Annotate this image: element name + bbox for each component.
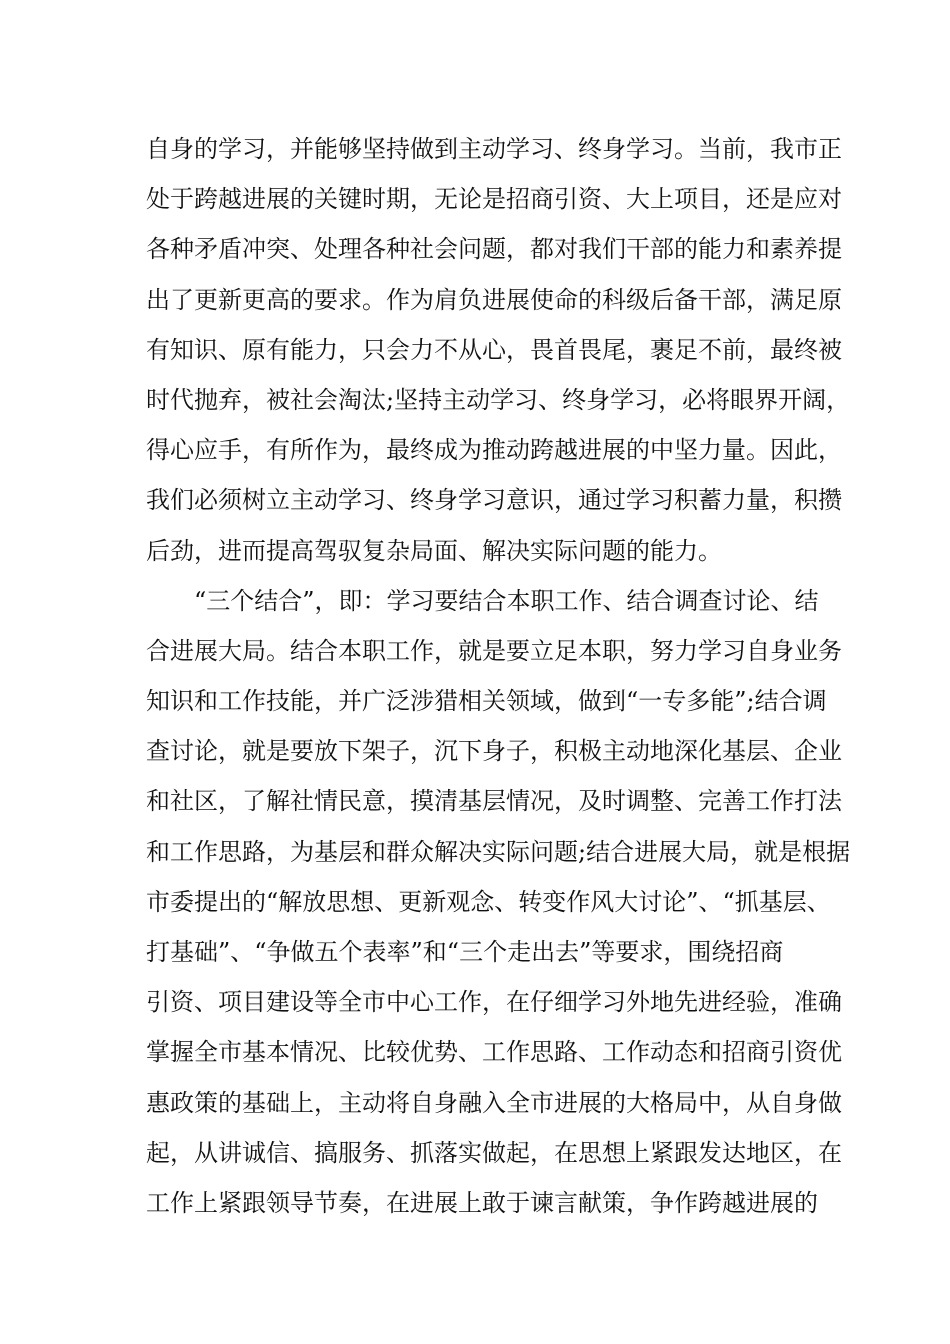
text-line: 打基础”、“争做五个表率”和“三个走出去”等要求，围绕招商 [146,938,784,966]
text-line: 市委提出的“解放思想、更新观念、转变作风大讨论”、“抓基层、 [146,887,831,916]
text-line: 惠政策的基础上，主动将自身融入全市进展的大格局中，从自身做 [146,1088,842,1117]
text-line: 有知识、原有能力，只会力不从心，畏首畏尾，裹足不前，最终被 [146,335,842,364]
text-line: 起，从讲诚信、搞服务、抓落实做起，在思想上紧跟发达地区，在 [146,1138,842,1167]
text-line: 掌握全市基本情况、比较优势、工作思路、工作动态和招商引资优 [146,1038,842,1067]
text-line: 和社区，了解社情民意，摸清基层情况，及时调整、完善工作打法 [146,787,842,816]
paragraph-start-line: “三个结合”，即：学习要结合本职工作、结合调查讨论、结 [194,586,819,615]
text-line: 自身的学习，并能够坚持做到主动学习、终身学习。当前，我市正 [146,135,842,163]
text-line: 处于跨越进展的关键时期，无论是招商引资、大上项目，还是应对 [146,185,842,214]
text-line: 各种矛盾冲突、处理各种社会问题，都对我们干部的能力和素养提 [146,235,842,264]
text-line: 查讨论，就是要放下架子，沉下身子，积极主动地深化基层、企业 [146,737,842,766]
text-line: 工作上紧跟领导节奏，在进展上敢于谏言献策，争作跨越进展的 [146,1188,818,1217]
text-line: 合进展大局。结合本职工作，就是要立足本职，努力学习自身业务 [146,636,842,665]
text-line: 知识和工作技能，并广泛涉猎相关领域，做到“一专多能”;结合调 [146,687,827,716]
text-line: 出了更新更高的要求。作为肩负进展使命的科级后备干部，满足原 [146,285,842,314]
text-line: 时代抛弃，被社会淘汰;坚持主动学习、终身学习，必将眼界开阔， [146,385,851,414]
body-text [146,124,851,1228]
text-line: 得心应手，有所作为，最终成为推动跨越进展的中坚力量。因此， [146,436,842,465]
text-line: 和工作思路，为基层和群众解决实际问题;结合进展大局，就是根据 [146,837,851,866]
text-line: 引资、项目建设等全市中心工作，在仔细学习外地先进经验，准确 [146,988,842,1017]
text-line: 我们必须树立主动学习、终身学习意识，通过学习积蓄力量，积攒 [146,486,842,515]
text-line: 后劲，进而提高驾驭复杂局面、解决实际问题的能力。 [146,536,722,565]
